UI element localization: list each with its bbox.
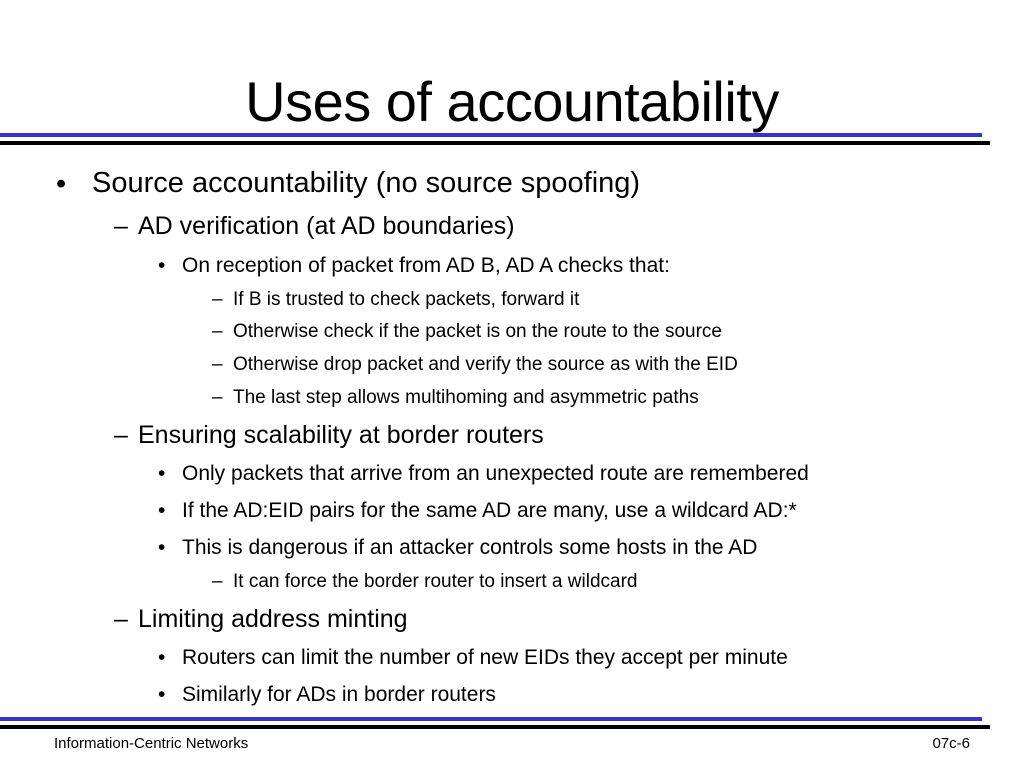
bullet-dash: – (114, 421, 128, 449)
title-rule-black (0, 141, 990, 145)
slide-title: Uses of accountability (245, 70, 779, 133)
bullet-dot: • (158, 683, 166, 706)
bullet-dash: – (114, 605, 128, 633)
bullet-dash: – (212, 387, 223, 408)
footer-rule-black (0, 725, 990, 729)
bullet-dangerous: This is dangerous if an attacker controls some hosts in the AD (182, 536, 758, 559)
bullet-dash: – (212, 571, 223, 592)
bullet-similarly: Similarly for ADs in border routers (182, 683, 496, 706)
bullet-dot: • (158, 646, 166, 669)
footer-rule-blue (0, 717, 982, 721)
bullet-dash: – (212, 321, 223, 342)
bullet-dot: • (158, 254, 166, 277)
footer-course-title: Information-Centric Networks (54, 735, 249, 752)
bullet-dot: • (56, 168, 67, 200)
bullet-routers-limit: Routers can limit the number of new EIDs they accept per minute (182, 646, 788, 669)
bullet-dot: • (158, 499, 166, 522)
bullet-if-trusted: If B is trusted to check packets, forward it (233, 289, 580, 310)
bullet-force-wildcard: It can force the border router to insert a wildcard (233, 571, 638, 592)
bullet-otherwise-drop: Otherwise drop packet and verify the source as with the EID (233, 354, 738, 375)
bullet-dot: • (158, 462, 166, 485)
bullet-ad-eid-pairs: If the AD:EID pairs for the same AD are many, use a wildcard AD:* (182, 499, 797, 522)
bullet-on-reception: On reception of packet from AD B, AD A checks that: (182, 254, 670, 277)
bullet-dash: – (212, 354, 223, 375)
footer-slide-number: 07c-6 (932, 735, 970, 752)
bullet-dash: – (212, 289, 223, 310)
bullet-source-accountability: Source accountability (no source spoofing) (92, 167, 641, 199)
bullet-dot: • (158, 536, 166, 559)
bullet-only-packets: Only packets that arrive from an unexpected route are remembered (182, 462, 809, 485)
bullet-ad-verification: AD verification (at AD boundaries) (138, 212, 515, 240)
title-rule-blue (0, 133, 982, 137)
bullet-dash: – (114, 212, 128, 240)
bullet-last-step: The last step allows multihoming and asymmetric paths (233, 387, 699, 408)
bullet-otherwise-route: Otherwise check if the packet is on the route to the source (233, 321, 722, 342)
bullet-limiting: Limiting address minting (138, 605, 408, 633)
bullet-scalability: Ensuring scalability at border routers (138, 421, 544, 449)
